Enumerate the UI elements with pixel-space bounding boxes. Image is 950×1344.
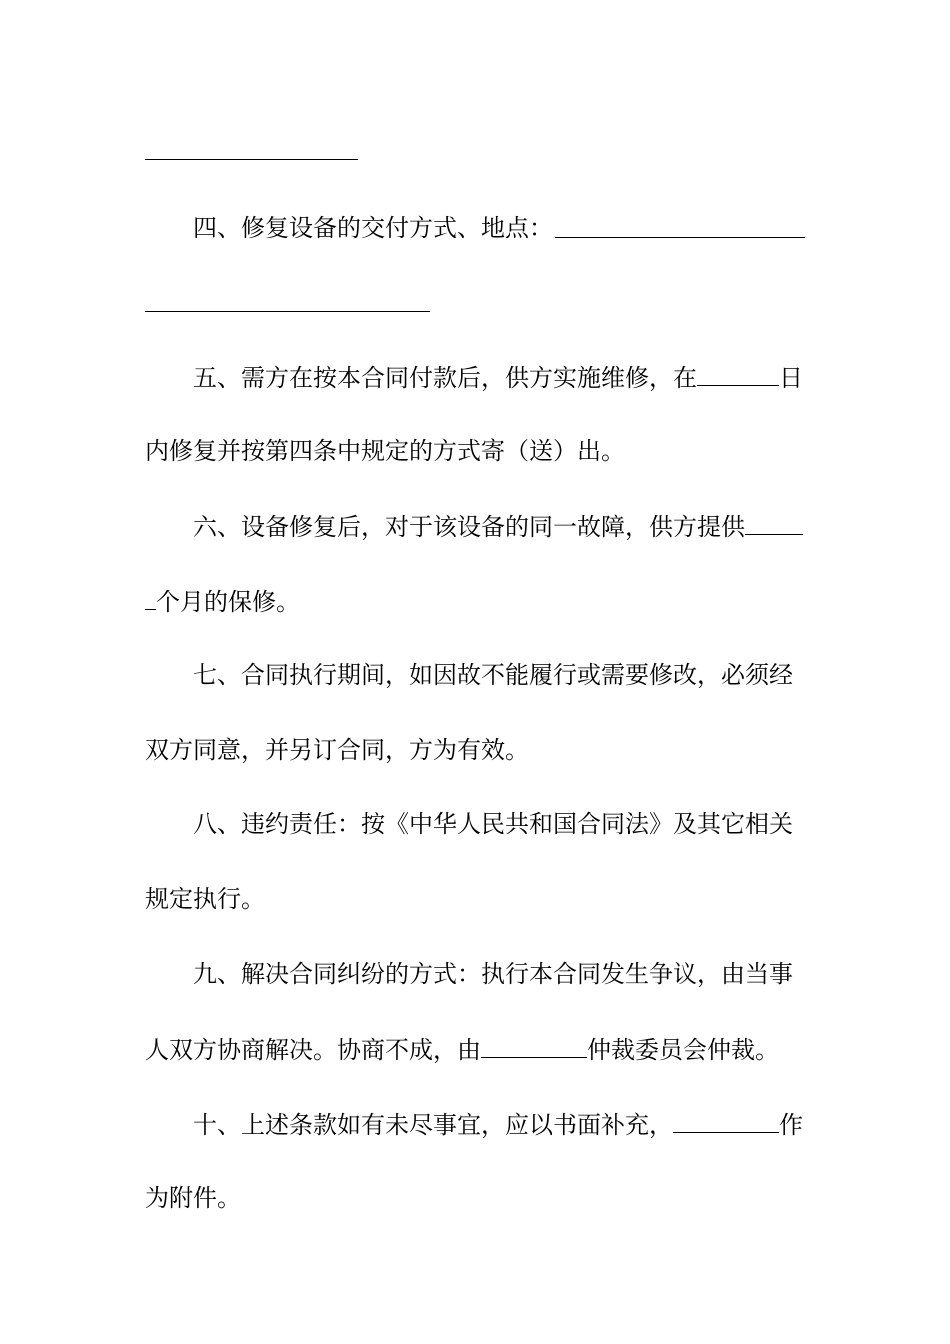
clause-4-blank-line-1	[555, 237, 805, 238]
clause-4-line-1	[193, 212, 805, 244]
clause-5-line-1	[193, 361, 805, 394]
clause-10-attachment-blank	[673, 1108, 779, 1133]
clause-5-text-after: 日	[779, 364, 803, 392]
clause-8-line-1: 八、违约责任：按《中华人民共和国合同法》及其它相关	[193, 810, 793, 838]
clause-10-line-2: 为附件。	[145, 1184, 241, 1212]
clause-4-label: 四、修复设备的交付方式、地点：	[193, 214, 553, 242]
clause-10-line-1: 十、上述条款如有未尽事宜，应以书面补充， 作	[193, 1108, 805, 1141]
clause-6-months-blank	[745, 510, 803, 535]
clause-8-line-2: 规定执行。	[145, 885, 265, 913]
clause-9-line-2: 人双方协商解决。协商不成，由 仲裁委员会仲裁。	[145, 1033, 805, 1066]
clause-9-line-1: 九、解决合同纠纷的方式：执行本合同发生争议，由当事	[193, 960, 793, 988]
clause-6-months-blank-cont	[145, 585, 156, 610]
clause-4-blank-line-2	[145, 311, 430, 312]
clause-5-text-before: 五、需方在按本合同付款后，供方实施维修，在	[193, 364, 697, 392]
clause-6-line-2: 个月的保修。	[145, 585, 805, 618]
blank-line-top	[145, 159, 358, 160]
clause-7-line-2: 双方同意，并另订合同，方为有效。	[145, 736, 529, 764]
clause-5-days-blank	[697, 361, 779, 386]
clause-6-line-1: 六、设备修复后，对于该设备的同一故障，供方提供	[193, 510, 805, 543]
clause-7-line-1: 七、合同执行期间，如因故不能履行或需要修改，必须经	[193, 661, 793, 689]
clause-9-arbitration-blank	[481, 1033, 587, 1058]
clause-5-line-2: 内修复并按第四条中规定的方式寄（送）出。	[145, 437, 625, 465]
